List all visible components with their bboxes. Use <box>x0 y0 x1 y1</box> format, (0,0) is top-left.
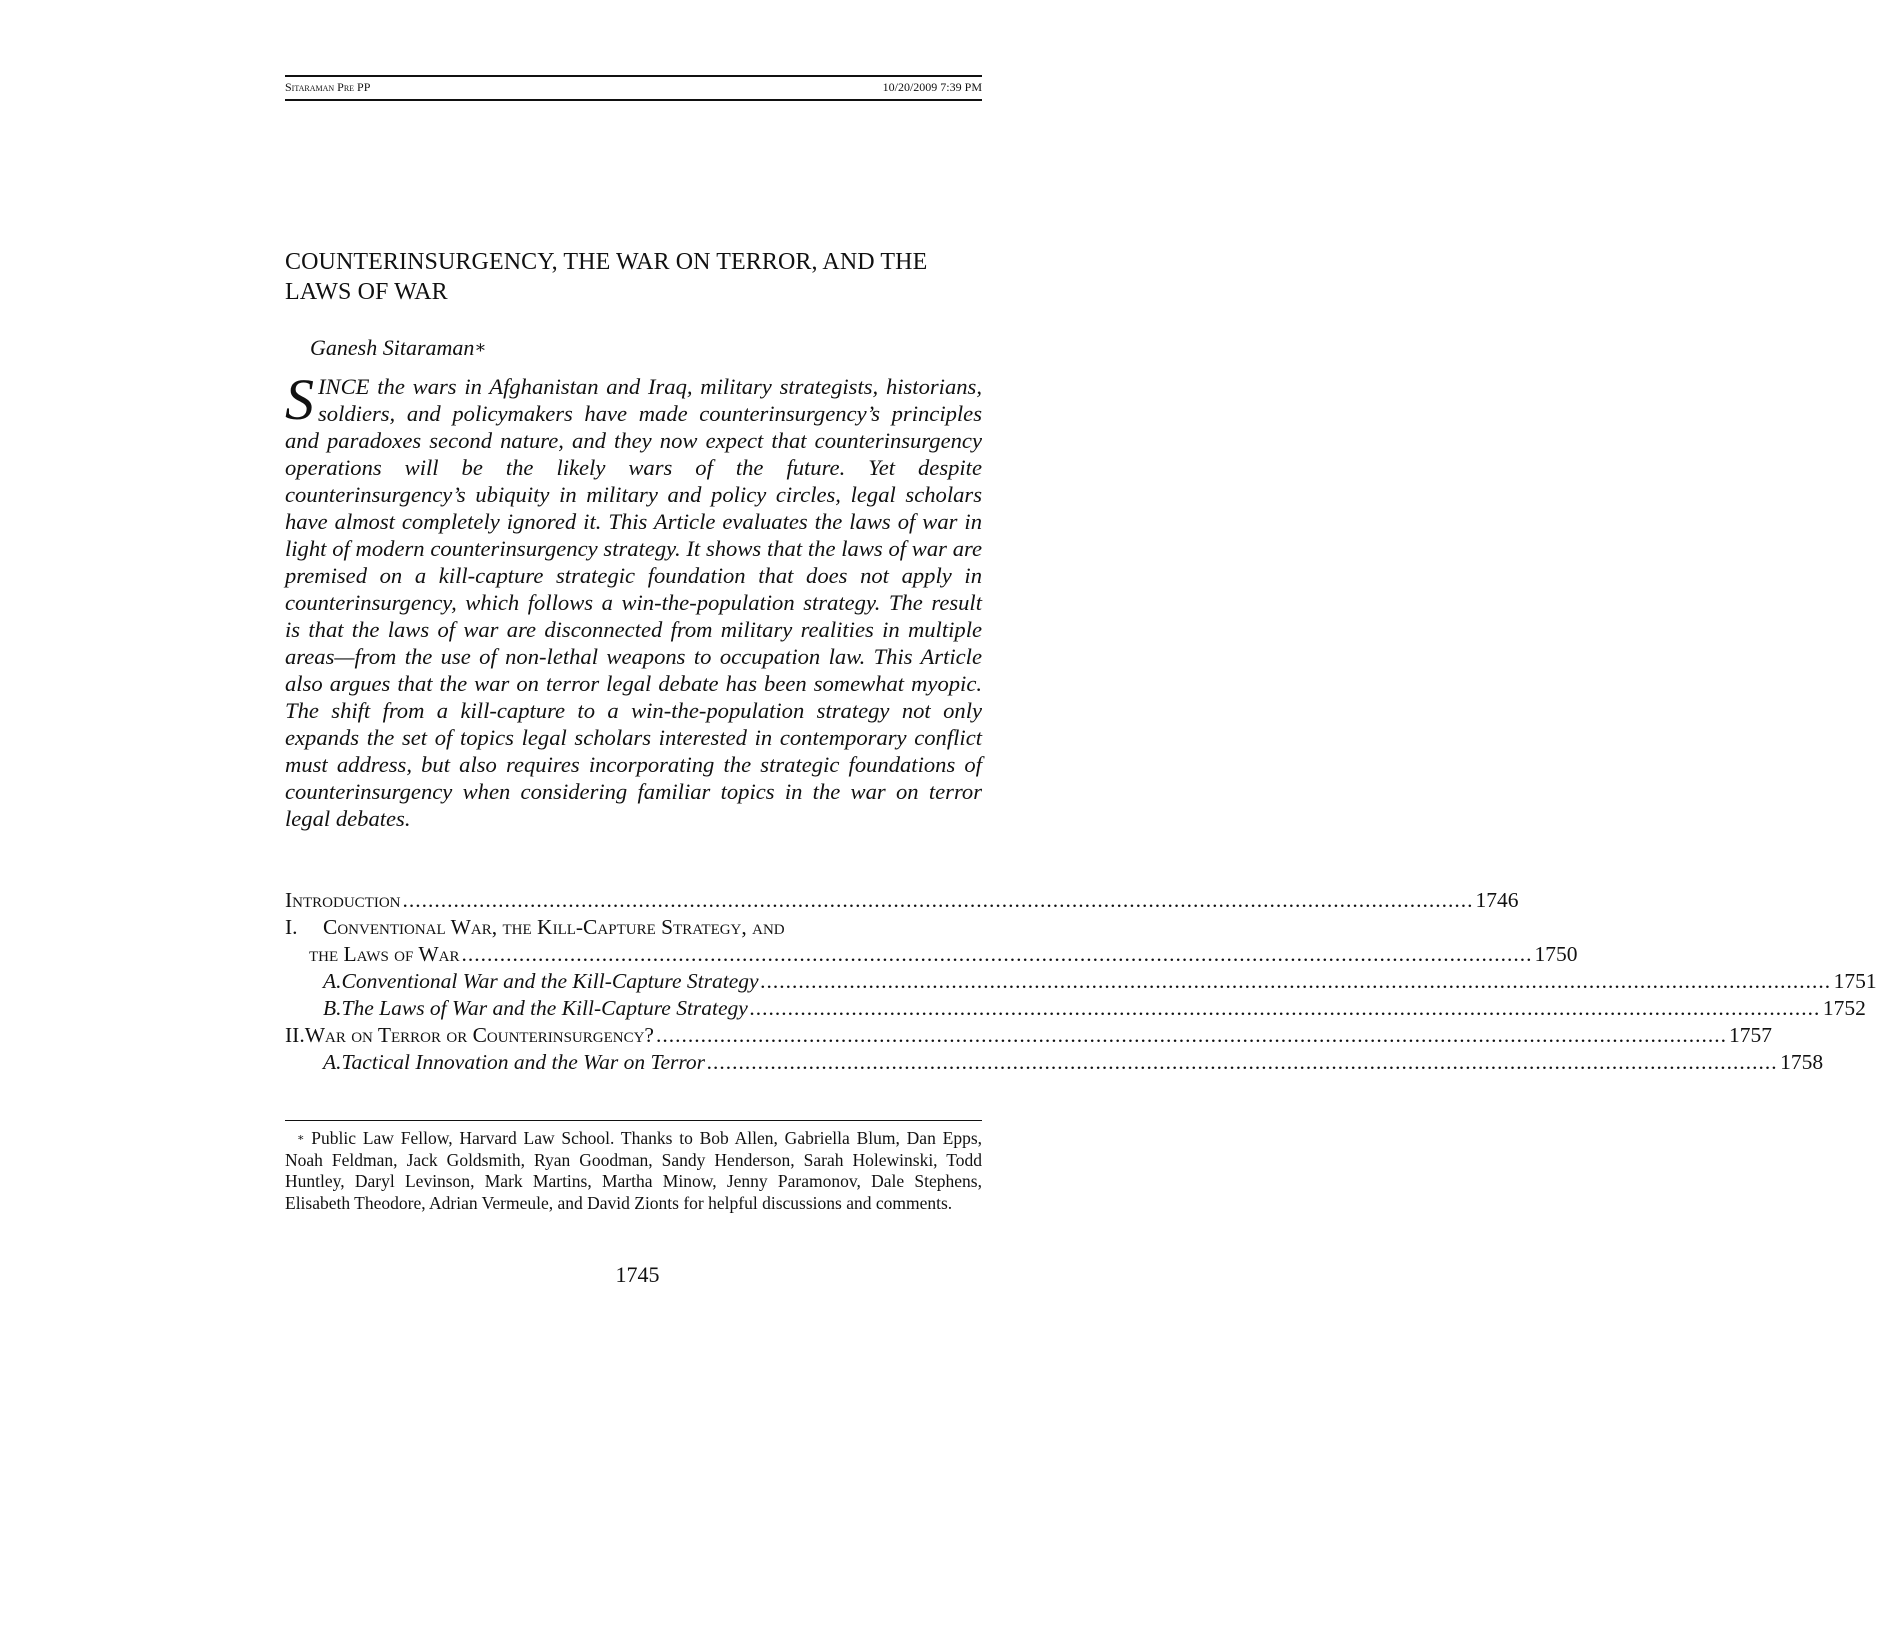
toc-page: 1752 <box>1822 996 1866 1020</box>
author-name: Ganesh Sitaraman <box>310 335 475 360</box>
table-of-contents <box>285 887 1877 1076</box>
toc-number: II. <box>285 1023 305 1047</box>
toc-entry-2a <box>285 1049 1824 1076</box>
toc-entry-1a <box>285 968 1877 995</box>
toc-label: Conventional War and the Kill-Capture Strategy <box>341 969 759 993</box>
toc-number: I. <box>285 915 298 939</box>
page-number: 1745 <box>615 1262 660 1287</box>
footnote-mark: ∗ <box>297 1132 305 1144</box>
toc-number: A. <box>323 969 342 993</box>
toc-leader: ........................................................................................................................................................................ <box>402 888 1474 912</box>
footnote <box>285 1128 982 1214</box>
toc-entry-part-2 <box>285 1022 1772 1049</box>
toc-page: 1758 <box>1780 1050 1824 1074</box>
author-line <box>310 335 487 361</box>
running-header <box>285 75 982 101</box>
toc-entry-part-1 <box>285 914 982 941</box>
running-header-author: Sitaraman Pre PP <box>285 80 371 94</box>
toc-page: 1746 <box>1475 888 1519 912</box>
toc-label: War on Terror or Counterinsurgency? <box>304 1023 654 1047</box>
toc-page: 1757 <box>1728 1023 1772 1047</box>
footnote-divider <box>285 1120 982 1121</box>
toc-label: Introduction <box>285 888 401 912</box>
toc-label: Conventional War, the Kill-Capture Strategy, and <box>323 915 785 939</box>
toc-leader: ........................................................................................................................................................................ <box>655 1023 1727 1047</box>
toc-page: 1750 <box>1534 942 1578 966</box>
toc-entry-1b <box>285 995 1866 1022</box>
author-footnote-mark: ∗ <box>474 337 487 357</box>
abstract-text: INCE the wars in Afghanistan and Iraq, military strategists, historians, soldiers, and policymakers have made counterinsurgency’s principles and paradoxes second nature, and they now expect that counterinsurgency operations will be the likely wars of the future. Yet despite counterinsurgency’s ubiquity in military and policy circles, legal scholars have almost completely ignored it. This Article evaluates the laws of war in light of modern counterinsurgency strategy. It shows that the laws of war are premised on a kill-capture strategic foundation that does not apply in counterinsurgency, which follows a win-the-population strategy. The result is that the laws of war are disconnected from military realities in multiple areas—from the use of non-lethal weapons to occupation law. This Article also argues that the war on terror legal debate has been somewhat myopic. The shift from a kill-capture to a win-the-population strategy not only expands the set of topics legal scholars interested in contemporary conflict must address, but also requires incorporating the strategic foundations of counterinsurgency when considering familiar topics in the war on terror legal debates. <box>285 374 982 831</box>
toc-number: A. <box>323 1050 342 1074</box>
footnote-text: Public Law Fellow, Harvard Law School. Thanks to Bob Allen, Gabriella Blum, Dan Epps, Noah Feldman, Jack Goldsmith, Ryan Goodman, Sandy Henderson, Sarah Holewinski, Todd Huntley, Daryl Levinson, Mark Martins, Martha Minow, Jenny Paramonov, Dale Stephens, Elisabeth Theodore, Adrian Vermeule, and David Zionts for helpful discussions and comments. <box>285 1128 983 1213</box>
toc-number: B. <box>323 996 342 1020</box>
toc-entry-introduction <box>285 887 1519 914</box>
running-header-timestamp: 10/20/2009 7:39 PM <box>882 80 982 94</box>
toc-leader: ........................................................................................................................................................................ <box>749 996 1821 1020</box>
toc-label: The Laws of War and the Kill-Capture Strategy <box>341 996 748 1020</box>
toc-label: Tactical Innovation and the War on Terror <box>341 1050 706 1074</box>
article-title: COUNTERINSURGENCY, THE WAR ON TERROR, AND THE LAWS OF WAR <box>285 249 928 305</box>
toc-leader: ........................................................................................................................................................................ <box>461 942 1533 966</box>
toc-entry-part-1-cont <box>285 941 1578 968</box>
toc-leader: ........................................................................................................................................................................ <box>707 1050 1779 1074</box>
drop-cap: S <box>285 367 314 432</box>
abstract <box>285 367 982 832</box>
toc-label: the Laws of War <box>309 942 460 966</box>
toc-page: 1751 <box>1833 969 1877 993</box>
toc-leader: ........................................................................................................................................................................ <box>760 969 1832 993</box>
